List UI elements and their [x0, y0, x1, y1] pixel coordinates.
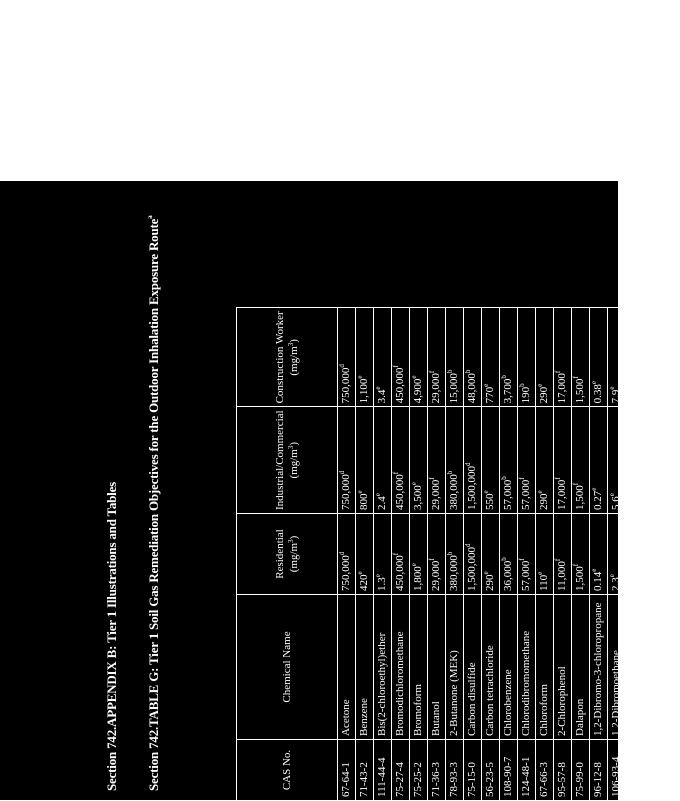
- construction-cell: 3.4e: [374, 308, 392, 407]
- residential-cell: 750,000$^d$: [338, 514, 356, 595]
- cas-cell: 106-46-7: [644, 740, 662, 801]
- industrial-cell: 8,400$^f$: [644, 407, 662, 514]
- residential-cell: 420e: [356, 514, 374, 595]
- construction-cell: 3,700$^b$: [500, 308, 518, 407]
- table-row: [536, 308, 554, 801]
- industrial-cell: 5.6e: [608, 407, 626, 514]
- residential-cell: 8,400$^f$: [644, 514, 662, 595]
- chemical-name-cell: 1,2-Dibromoethane: [608, 595, 626, 740]
- construction-cell: 290e: [536, 308, 554, 407]
- construction-cell: 6,700$^b$: [626, 308, 644, 407]
- residential-cell: 11,000$^f$: [626, 514, 644, 595]
- industrial-cell: 1,500,000$^d$: [464, 407, 482, 514]
- table-body: [338, 308, 680, 801]
- construction-cell: 1,500$^f$: [572, 308, 590, 407]
- construction-cell: 450,000$^f$: [392, 308, 410, 407]
- residential-cell: 1,500,000$^d$: [464, 514, 482, 595]
- industrial-cell: 800e: [356, 407, 374, 514]
- table-heading: Section 742.TABLE G: Tier 1 Soil Gas Remediation Objectives for the Outdoor Inhalation Exposure Route$^a$: [146, 215, 161, 791]
- construction-cell: 17,000$^f$: [554, 308, 572, 407]
- scanned-page: [0, 181, 676, 800]
- table-row: [464, 308, 482, 801]
- residential-cell: 1,800e: [410, 514, 428, 595]
- soil-gas-objectives-table: [236, 307, 680, 801]
- table-row: [500, 308, 518, 801]
- cas-cell: 71-36-3: [428, 740, 446, 801]
- industrial-cell: 3,500e: [410, 407, 428, 514]
- table-row: [608, 308, 626, 801]
- industrial-cell: 29,000$^f$: [428, 407, 446, 514]
- industrial-cell: 17,000$^f$: [554, 407, 572, 514]
- construction-cell: 6,400$^b$: [644, 308, 662, 407]
- table-row: [518, 308, 536, 801]
- residential-cell: 450,000$^f$: [392, 514, 410, 595]
- industrial-cell: 290e: [536, 407, 554, 514]
- chemical-name-cell: Butanol: [428, 595, 446, 740]
- cas-cell: 96-12-8: [590, 740, 608, 801]
- industrial-cell: 1,500$^f$: [572, 407, 590, 514]
- chemical-name-cell: Acetone: [338, 595, 356, 740]
- industrial-cell: 450,000$^f$: [392, 407, 410, 514]
- construction-cell: 4,900e: [410, 308, 428, 407]
- residential-cell: [662, 514, 680, 595]
- chemical-name-cell: Bromoform: [410, 595, 428, 740]
- chemical-name-cell: Bromodichloromethane: [392, 595, 410, 740]
- industrial-cell: 0.27e: [590, 407, 608, 514]
- table-row: [572, 308, 590, 801]
- industrial-cell: 750,000$^d$: [338, 407, 356, 514]
- chemical-name-cell: 2-Butanone (MEK): [446, 595, 464, 740]
- cas-cell: 95-50-1: [626, 740, 644, 801]
- residential-cell: 380,000$^b$: [446, 514, 464, 595]
- table-row: [356, 308, 374, 801]
- residential-cell: 1,500$^f$: [572, 514, 590, 595]
- residential-cell: 36,000$^b$: [500, 514, 518, 595]
- construction-cell: 15,000$^b$: [446, 308, 464, 407]
- construction-cell: 190$^b$: [518, 308, 536, 407]
- table-row: [446, 308, 464, 801]
- cas-cell: 71-43-2: [356, 740, 374, 801]
- cas-cell: 124-48-1: [518, 740, 536, 801]
- cas-cell: 56-23-5: [482, 740, 500, 801]
- construction-cell: 0.38e: [590, 308, 608, 407]
- table-row: [644, 308, 662, 801]
- residential-cell: 290e: [482, 514, 500, 595]
- cas-cell: 75-99-0: [572, 740, 590, 801]
- chemical-name-cell: Chlorodibromomethane: [518, 595, 536, 740]
- chemical-name-cell: Benzene: [356, 595, 374, 740]
- header-cas: CAS No.: [237, 740, 338, 801]
- cas-cell: 75-15-0: [464, 740, 482, 801]
- chemical-name-cell: Chlorobenzene: [500, 595, 518, 740]
- table-row: [338, 308, 356, 801]
- table-row: [662, 308, 680, 801]
- chemical-name-cell: Dichlorodifluoromethane: [662, 595, 680, 740]
- header-construction: Construction Worker $(mg/m^3)$: [237, 308, 338, 407]
- construction-cell: 770e: [482, 308, 500, 407]
- residential-cell: 1.3e: [374, 514, 392, 595]
- cas-cell: 75-25-2: [410, 740, 428, 801]
- industrial-cell: 2.4e: [374, 407, 392, 514]
- chemical-name-cell: Chloroform: [536, 595, 554, 740]
- residential-cell: 2.3e: [608, 514, 626, 595]
- chemical-name-cell: 1,2-Dibromo-3-chloropropane: [590, 595, 608, 740]
- residential-cell: 11,000$^f$: [554, 514, 572, 595]
- appendix-heading: Section 742.APPENDIX B: Tier 1 Illustrations and Tables: [104, 482, 119, 791]
- residential-cell: 110e: [536, 514, 554, 595]
- table-row: [392, 308, 410, 801]
- chemical-name-cell: 2-Chlorophenol: [554, 595, 572, 740]
- header-industrial: Industrial/Commercial $(mg/m^3)$: [237, 407, 338, 514]
- construction-cell: [662, 308, 680, 407]
- table-row: [374, 308, 392, 801]
- construction-cell: 750,000$^d$: [338, 308, 356, 407]
- industrial-cell: 57,000$^f$: [518, 407, 536, 514]
- cas-cell: 75-71-8: [662, 740, 680, 801]
- cas-cell: 106-93-4: [608, 740, 626, 801]
- table-row: [482, 308, 500, 801]
- residential-cell: 29,000$^f$: [428, 514, 446, 595]
- cas-cell: 108-90-7: [500, 740, 518, 801]
- construction-cell: 29,000$^f$: [428, 308, 446, 407]
- cas-cell: 67-64-1: [338, 740, 356, 801]
- header-chemical-name: Chemical Name: [237, 595, 338, 740]
- chemical-name-cell: Dalapon: [572, 595, 590, 740]
- chemical-name-cell: 1,2-Dichlorobenzene: [626, 595, 644, 740]
- industrial-cell: [662, 407, 680, 514]
- table-row: [626, 308, 644, 801]
- industrial-cell: 57,000$^b$: [500, 407, 518, 514]
- industrial-cell: 550e: [482, 407, 500, 514]
- chemical-name-cell: 1,4-Dichlorobenzene: [644, 595, 662, 740]
- cas-cell: 75-27-4: [392, 740, 410, 801]
- table-row: [554, 308, 572, 801]
- chemical-name-cell: Carbon disulfide: [464, 595, 482, 740]
- rotated-document: [0, 181, 676, 801]
- table-row: [428, 308, 446, 801]
- table-row: [590, 308, 608, 801]
- table-header-row: [237, 308, 338, 801]
- residential-cell: 0.14e: [590, 514, 608, 595]
- chemical-name-cell: Bis(2-chloroethyl)ether: [374, 595, 392, 740]
- residential-cell: 57,000$^f$: [518, 514, 536, 595]
- cas-cell: 78-93-3: [446, 740, 464, 801]
- construction-cell: 48,000$^b$: [464, 308, 482, 407]
- cas-cell: 111-44-4: [374, 740, 392, 801]
- industrial-cell: 11,000$^f$: [626, 407, 644, 514]
- construction-cell: 1,100e: [356, 308, 374, 407]
- cas-cell: 95-57-8: [554, 740, 572, 801]
- industrial-cell: 380,000$^b$: [446, 407, 464, 514]
- cas-cell: 67-66-3: [536, 740, 554, 801]
- header-residential: Residential $(mg/m^3)$: [237, 514, 338, 595]
- table-row: [410, 308, 428, 801]
- construction-cell: 7.9e: [608, 308, 626, 407]
- chemical-name-cell: Carbon tetrachloride: [482, 595, 500, 740]
